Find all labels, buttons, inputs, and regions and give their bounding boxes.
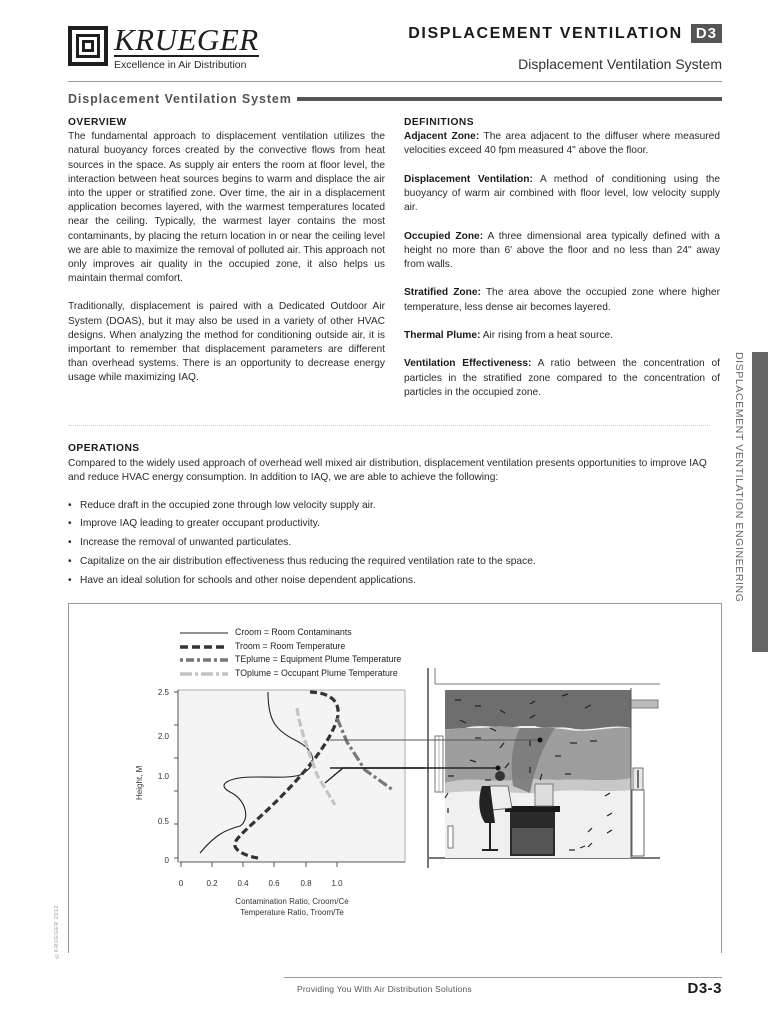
y-axis-label: Height, M — [135, 765, 144, 800]
overview-paragraph: Traditionally, displacement is paired with a Dedicated Outdoor Air System (DOAS), but it may also be used in a variety of other HVAC designs. When analyzing the method for conditioning outside air, it is important to remember that displacement parameters are different than overhead systems. There is an opportunity to decrease energy usage while maximizing IAQ. — [68, 301, 385, 384]
bullet-item: • Improve IAQ leading to greater occupant productivity. — [68, 517, 724, 531]
section-badge: D3 — [691, 24, 722, 43]
bullet-item: • Capitalize on the air distribution effectiveness thus reducing the required ventilation rate to the space. — [68, 555, 724, 569]
bullet-item: • Reduce draft in the occupied zone through low velocity supply air. — [68, 499, 724, 513]
section-heading-bar — [297, 97, 722, 101]
definition-text: A method of conditioning using the buoyancy of warm air combined with floor level, low velocity supply air. — [404, 173, 720, 214]
definition-term: Stratified Zone — [404, 287, 478, 299]
x-tick-label: 0.6 — [268, 879, 280, 888]
light-dash-swatch-icon — [180, 671, 230, 677]
definition-item: Displacement Ventilation: A method of conditioning using the buoyancy of warm air combined with floor level, low velocity supply air. — [404, 173, 720, 214]
operations-intro: Compared to the widely used approach of overhead well mixed air distribution, displacement ventilation presents opportunities to improve IAQ and reduce HVAC energy consumption. In addition to IAQ, we are able to achieve the following: — [68, 458, 707, 484]
legend-item: Troom = Room Temperature — [180, 640, 401, 654]
definition-term: Thermal Plume — [404, 329, 478, 341]
bullet-item: • Increase the removal of unwanted particulates. — [68, 536, 724, 550]
footer-divider — [284, 977, 722, 978]
definition-term: Occupied Zone — [404, 230, 480, 242]
page-title — [408, 24, 722, 43]
footer-tagline: Providing You With Air Distribution Solutions — [297, 984, 472, 994]
x-axis-label: Temperature Ratio, Troom/Te — [240, 908, 344, 917]
page-subtitle: Displacement Ventilation System — [518, 56, 722, 72]
krueger-square-icon — [68, 26, 108, 66]
overview-section — [68, 116, 385, 400]
definition-term: Displacement Ventilation — [404, 173, 530, 185]
brand-name: KRUEGER — [114, 22, 259, 57]
krueger-logo — [68, 22, 259, 71]
definition-text: Air rising from a heat source. — [480, 329, 613, 341]
y-tick-label: 1.0 — [157, 772, 169, 781]
definition-term: Ventilation Effectiveness — [404, 358, 528, 370]
legend-item: TEplume = Equipment Plume Temperature — [180, 653, 401, 667]
legend-item: Croom = Room Contaminants — [180, 626, 401, 640]
x-tick-label: 1.0 — [331, 879, 343, 888]
definition-text: The area adjacent to the diffuser where measured velocities exceed 40 fpm measured 4" above the floor. — [404, 131, 720, 157]
copyright-notice: ©KRUEGER 2012 — [54, 905, 60, 959]
page-title-text: DISPLACEMENT VENTILATION — [408, 24, 683, 42]
definition-text: The area above the occupied zone where higher temperature, less dense air becomes layered. — [404, 287, 720, 313]
operations-heading: OPERATIONS — [68, 443, 140, 454]
definition-item: Occupied Zone: A three dimensional area typically defined with a height no more than 6' above the floor and no less than 24" away from walls. — [404, 230, 720, 270]
definition-item: Stratified Zone: The area above the occupied zone where higher temperature, less dense air becomes layered. — [404, 287, 720, 313]
y-tick-label: 0.5 — [157, 817, 169, 826]
operations-section — [68, 442, 724, 593]
y-tick-label: 0 — [164, 856, 169, 865]
definition-item: Thermal Plume: Air rising from a heat source. — [404, 329, 613, 341]
dash-dot-swatch-icon — [180, 657, 230, 663]
definition-term: Adjacent Zone — [404, 131, 476, 143]
x-tick-label: 0 — [178, 879, 184, 888]
header-divider — [68, 81, 722, 82]
page-number: D3-3 — [687, 980, 722, 997]
section-heading-text: Displacement Ventilation System — [68, 92, 292, 106]
definition-item: Ventilation Effectiveness: A ratio between the concentration of particles in the stratified zone compared to the concentration of particles in the occupied zone. — [404, 358, 721, 398]
definition-text: A three dimensional area typically defined with a height no more than 6' above the floor and no less than 24" away from walls. — [404, 230, 720, 270]
legend-item: TOplume = Occupant Plume Temperature — [180, 667, 401, 681]
x-axis-label: Contamination Ratio, Croom/Ce — [235, 897, 349, 906]
brand-tagline: Excellence in Air Distribution — [114, 59, 247, 71]
room-illustration — [330, 668, 660, 868]
definitions-section — [404, 116, 720, 414]
section-heading — [68, 92, 722, 106]
operations-bullet-list — [68, 499, 724, 588]
y-tick-label: 2.5 — [157, 688, 169, 697]
heavy-dash-swatch-icon — [180, 644, 230, 650]
side-tab-bar — [752, 352, 768, 652]
definition-text: A ratio between the concentration of particles in the stratified zone compared to the concentration of particles in the occupied zone. — [404, 358, 721, 398]
definition-item: Adjacent Zone: The area adjacent to the diffuser where measured velocities exceed 40 fpm measured 4" above the floor. — [404, 131, 720, 157]
y-tick-label: 2.0 — [157, 732, 169, 741]
section-divider — [68, 425, 710, 426]
x-tick-label: 0.2 — [206, 879, 218, 888]
x-tick-label: 0.4 — [237, 879, 249, 888]
definitions-heading: DEFINITIONS — [404, 117, 475, 128]
side-tab-label: DISPLACEMENT VENTILATION ENGINEERING — [733, 352, 745, 603]
overview-paragraph: The fundamental approach to displacement ventilation utilizes the natural buoyancy forces created by the convective flows from heat sources in the space. As supply air enters the room at floor level, the interaction between heat sources begins to warm and displace the air into the upper or stratified zone. Over time, the air in a displacement application becomes layered, with the warmest temperatures located near the ceiling. Typically, the warmest layer contains the most contaminants, by placing the return location in or near the ceiling level we are able to maximize the removal of polluted air. This approach not only improves air quality in the occupied zone, it also helps us maintain thermal comfort. — [68, 131, 385, 285]
bullet-item: • Have an ideal solution for schools and other noise dependent applications. — [68, 574, 724, 588]
solid-line-swatch-icon — [180, 630, 230, 636]
x-tick-label: 0.8 — [300, 879, 312, 888]
overview-heading: OVERVIEW — [68, 117, 127, 128]
